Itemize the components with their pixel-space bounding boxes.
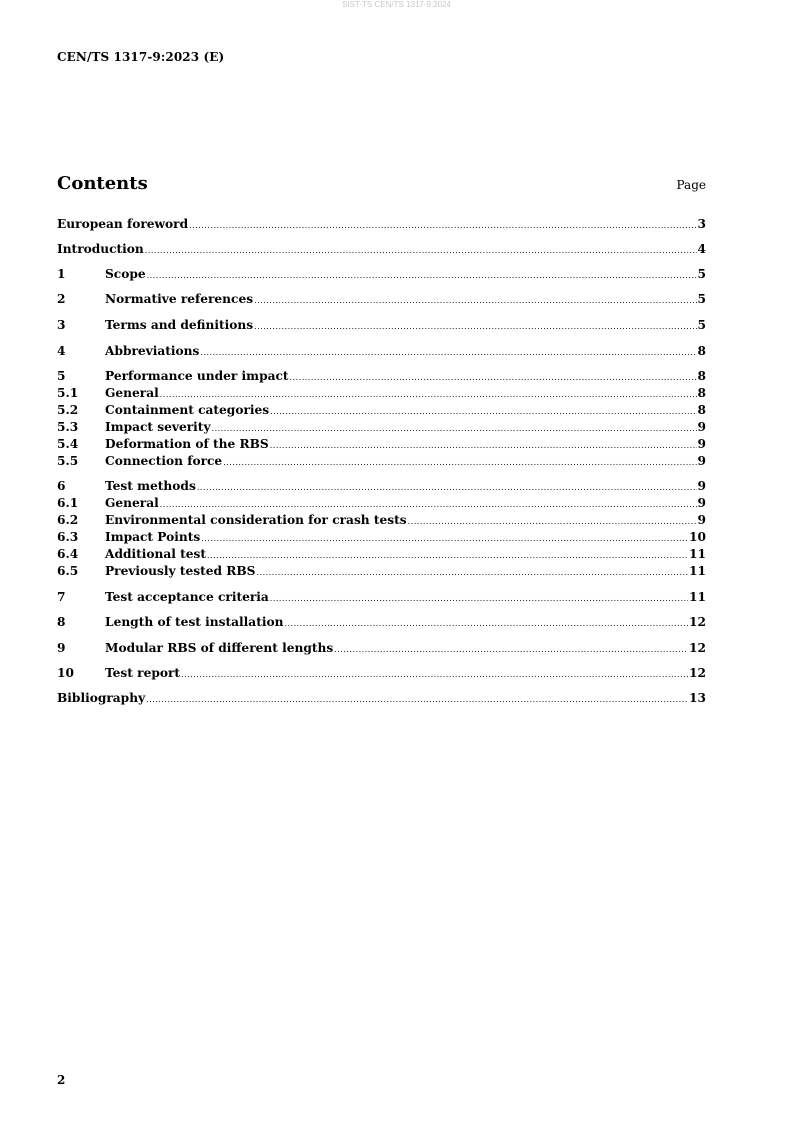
document-id: CEN/TS 1317-9:2023 (E) [57,50,225,64]
toc-leader-dots [200,345,696,361]
page-column-label: Page [676,178,706,192]
toc-leader-dots [207,548,688,564]
toc-leader-dots [254,293,696,309]
toc-leader-dots [270,591,688,607]
toc-leader-dots [189,218,696,234]
toc-entry-title[interactable]: Containment categories [105,403,270,417]
toc-entry[interactable] [57,241,706,257]
toc-entry-title[interactable]: Introduction [57,242,144,256]
toc-entry-title[interactable]: Terms and definitions [105,318,254,332]
toc-entry-title[interactable]: Test acceptance criteria [105,590,269,604]
toc-entry[interactable] [57,563,706,579]
toc-entry[interactable] [57,385,706,401]
toc-entry-number: 6 [57,479,66,493]
toc-entry-title[interactable]: Additional test [105,547,207,561]
toc-leader-dots [254,319,696,335]
toc-entry-title[interactable]: Previously tested RBS [105,564,256,578]
toc-entry[interactable] [57,495,706,511]
toc-entry-page: 12 [689,615,706,629]
toc-entry[interactable] [57,317,706,333]
toc-entry[interactable] [57,690,706,706]
toc-entry-number: 8 [57,615,66,629]
toc-leader-dots [212,421,697,437]
toc-entry-title[interactable]: General [105,386,159,400]
toc-entry-page: 4 [697,242,706,256]
toc-entry-title[interactable]: Bibliography [57,691,146,705]
toc-entry-title[interactable]: Deformation of the RBS [105,437,269,451]
toc-leader-dots [334,642,688,658]
toc-leader-dots [160,497,697,513]
toc-entry[interactable] [57,436,706,452]
toc-leader-dots [147,268,697,284]
toc-leader-dots [256,565,688,581]
toc-entry-title[interactable]: European foreword [57,217,189,231]
toc-entry-number: 5.2 [57,403,79,417]
toc-entry-number: 5 [57,369,66,383]
toc-entry[interactable] [57,291,706,307]
toc-entry-number: 2 [57,292,66,306]
toc-entry-title[interactable]: Connection force [105,454,223,468]
toc-entry-title[interactable]: Test report [105,666,181,680]
toc-leader-dots [160,387,697,403]
toc-entry[interactable] [57,419,706,435]
toc-entry-page: 9 [697,454,706,468]
toc-entry-page: 9 [697,437,706,451]
toc-entry-page: 8 [697,403,706,417]
toc-entry[interactable] [57,266,706,282]
toc-entry[interactable] [57,512,706,528]
toc-entry-page: 5 [697,318,706,332]
toc-entry-title[interactable]: Performance under impact [105,369,289,383]
toc-entry-title[interactable]: General [105,496,159,510]
toc-entry[interactable] [57,546,706,562]
page-title: Contents [57,173,148,194]
toc-entry-page: 8 [697,369,706,383]
toc-entry-page: 8 [697,386,706,400]
toc-leader-dots [290,370,697,386]
toc-entry-number: 5.5 [57,454,79,468]
toc-leader-dots [201,531,688,547]
toc-entry-page: 9 [697,420,706,434]
toc-entry-number: 5.3 [57,420,79,434]
toc-entry-number: 9 [57,641,66,655]
toc-entry-number: 1 [57,267,66,281]
toc-entry-page: 9 [697,496,706,510]
toc-entry-number: 3 [57,318,66,332]
toc-entry-number: 7 [57,590,66,604]
toc-leader-dots [181,667,688,683]
toc-entry-title[interactable]: Length of test installation [105,615,284,629]
toc-entry-title[interactable]: Normative references [105,292,254,306]
toc-entry-number: 10 [57,666,74,680]
toc-leader-dots [145,243,697,259]
toc-entry[interactable] [57,665,706,681]
toc-entry[interactable] [57,368,706,384]
toc-entry-number: 6.2 [57,513,79,527]
toc-entry[interactable] [57,343,706,359]
toc-entry[interactable] [57,640,706,656]
toc-leader-dots [408,514,697,530]
toc-entry[interactable] [57,529,706,545]
toc-leader-dots [223,455,696,471]
toc-entry-page: 13 [689,691,706,705]
toc-leader-dots [270,438,697,454]
toc-entry[interactable] [57,402,706,418]
toc-entry[interactable] [57,589,706,605]
toc-entry-page: 9 [697,513,706,527]
toc-entry-number: 6.1 [57,496,79,510]
toc-entry-title[interactable]: Test methods [105,479,196,493]
toc-entry-page: 5 [697,267,706,281]
toc-entry-page: 5 [697,292,706,306]
toc-leader-dots [270,404,696,420]
toc-entry[interactable] [57,216,706,232]
toc-entry-title[interactable]: Abbreviations [105,344,200,358]
toc-entry-page: 11 [689,564,706,578]
toc-entry-title[interactable]: Impact Points [105,530,201,544]
toc-entry-title[interactable]: Environmental consideration for crash tests [105,513,407,527]
toc-entry-title[interactable]: Impact severity [105,420,211,434]
toc-entry-page: 11 [689,590,706,604]
toc-entry-number: 6.5 [57,564,79,578]
toc-entry-page: 3 [697,217,706,231]
toc-leader-dots [146,692,688,708]
toc-entry[interactable] [57,478,706,494]
toc-entry-page: 11 [689,547,706,561]
toc-leader-dots [197,480,697,496]
toc-entry[interactable] [57,614,706,630]
toc-entry-title[interactable]: Scope [105,267,146,281]
toc-entry-page: 8 [697,344,706,358]
toc-entry-title[interactable]: Modular RBS of different lengths [105,641,334,655]
toc-entry-number: 6.4 [57,547,79,561]
toc-entry-page: 12 [689,666,706,680]
watermark: SIST-TS CEN/TS 1317-9:2024 [342,0,451,9]
toc-entry-number: 6.3 [57,530,79,544]
toc-entry-page: 12 [689,641,706,655]
toc-entry[interactable] [57,453,706,469]
toc-entry-number: 5.1 [57,386,79,400]
toc-entry-page: 9 [697,479,706,493]
toc-entry-number: 4 [57,344,66,358]
toc-entry-number: 5.4 [57,437,79,451]
toc-leader-dots [284,616,688,632]
page-number: 2 [57,1073,66,1087]
toc-entry-page: 10 [689,530,706,544]
